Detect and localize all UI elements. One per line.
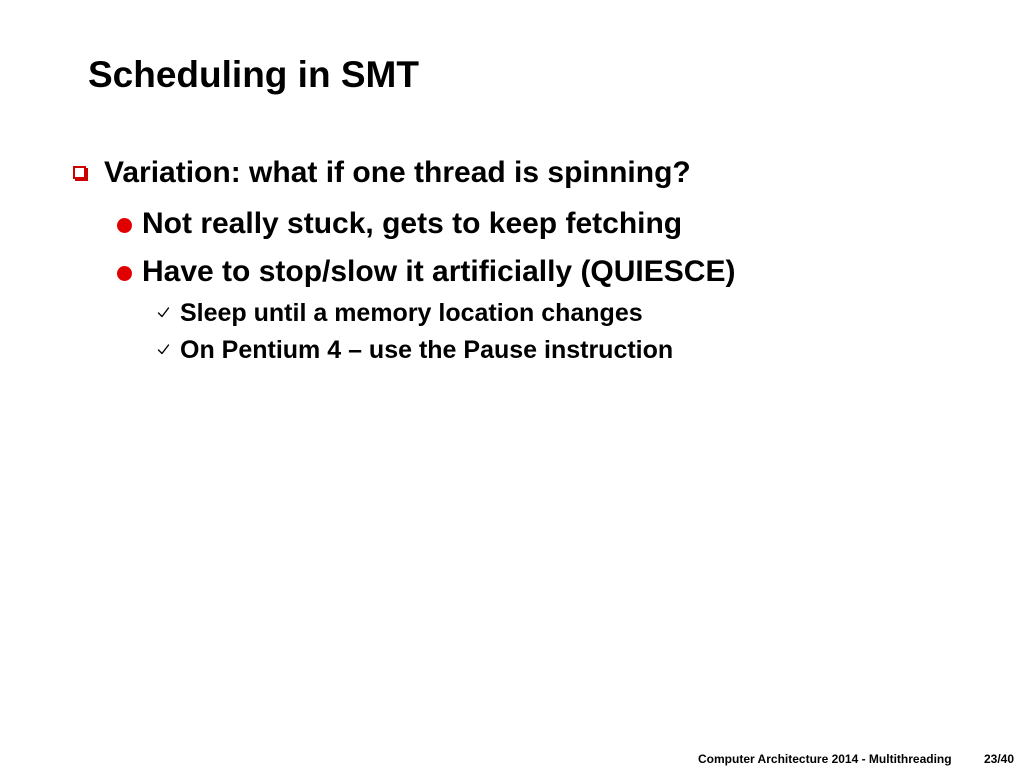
bullet-level2-not-stuck: Not really stuck, gets to keep fetching (142, 207, 683, 240)
bullet-level1-variation: Variation: what if one thread is spinning? (104, 156, 691, 189)
footer-course-label: Computer Architecture 2014 - Multithreading (698, 752, 952, 766)
bullet-level3-sleep: Sleep until a memory location changes (180, 299, 643, 327)
checkmark-icon (157, 306, 170, 319)
hollow-square-bullet-icon (73, 166, 86, 179)
bullet-level2-stop-slow: Have to stop/slow it artificially (QUIESCE) (142, 255, 736, 288)
bullet-level3-pentium: On Pentium 4 – use the Pause instruction (180, 336, 674, 364)
red-dot-bullet-icon (117, 218, 132, 233)
checkmark-icon (157, 343, 170, 356)
red-dot-bullet-icon (117, 266, 132, 281)
page-number: 23/40 (984, 752, 1015, 766)
slide-title: Scheduling in SMT (88, 54, 419, 95)
